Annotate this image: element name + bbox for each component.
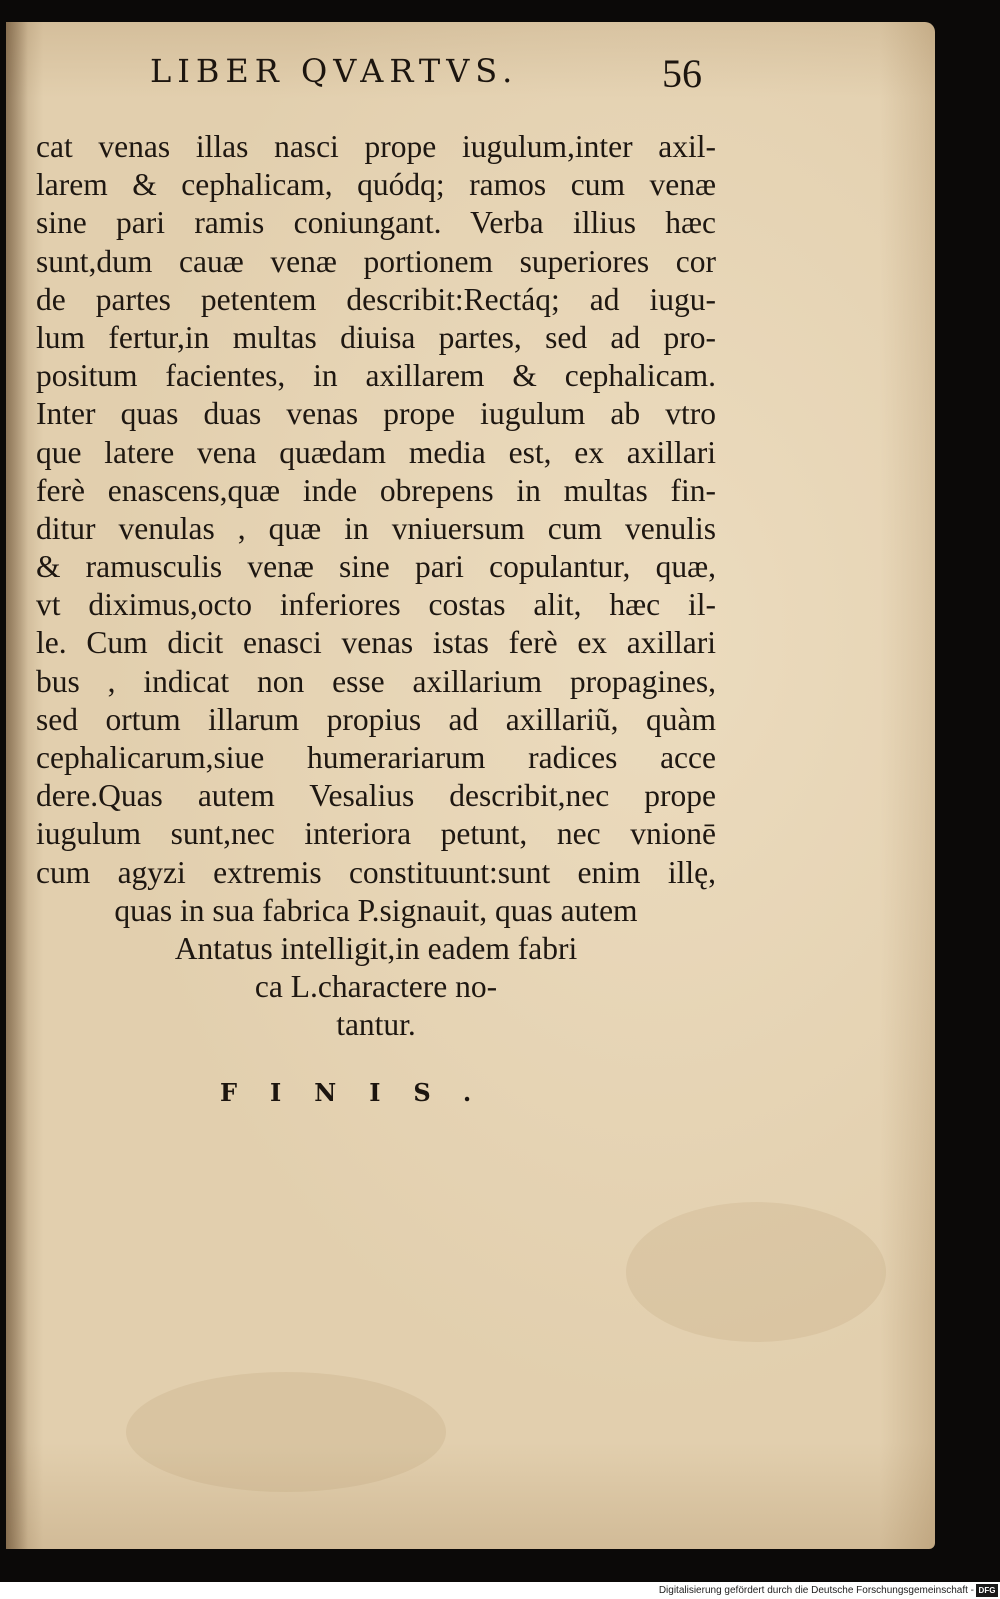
text-line: cephalicarum,siue humerariarum radices acce (36, 740, 716, 775)
page-number: 56 (662, 51, 702, 96)
text-line: ferè enascens,quæ inde obrepens in multas fin- (36, 472, 716, 508)
text-line: sed ortum illarum propius ad axillariũ, quàm (36, 701, 716, 737)
body-text (36, 128, 716, 1045)
text-line: sine pari ramis coniungant. Verba illius hæc (36, 205, 716, 241)
closing-line: tantur. (336, 1007, 416, 1043)
digitization-credit: Digitalisierung gefördert durch die Deutsche Forschungsgemeinschaft - (658, 1585, 974, 1596)
text-line: sunt,dum cauæ venæ portionem superiores cor (36, 243, 716, 279)
text-line: le. Cum dicit enasci venas istas ferè ex axillari (36, 625, 716, 661)
closing-line: ca L.charactere no- (254, 969, 498, 1005)
finis-mark: FINIS. (220, 1078, 505, 1107)
text-line: cum agyzi extremis constituunt:sunt enim illę, (36, 854, 716, 890)
text-line: dere.Quas autem Vesalius describit,nec prope (36, 778, 716, 814)
text-line: cat venas illas nasci prope iugulum,inter axil- (36, 129, 716, 164)
closing-line: quas in sua fabrica P.signauit, quas autem (114, 892, 638, 928)
paper-stain (126, 1372, 446, 1492)
closing-line: Antatus intelligit,in eadem fabri (174, 930, 578, 966)
text-line: Inter quas duas venas prope iugulum ab vtro (36, 396, 716, 432)
paper-stain (626, 1202, 886, 1342)
text-line: de partes petentem describit:Rectáq; ad iugu- (36, 281, 716, 317)
dfg-logo: DFG (976, 1584, 998, 1597)
text-line: vt diximus,octo inferiores costas alit, hæc il- (36, 587, 716, 623)
text-line: bus , indicat non esse axillarium propagines, (36, 663, 716, 699)
page-gutter-shadow (6, 22, 28, 1549)
running-head: LIBER QVARTVS. (150, 52, 519, 90)
text-line: positum facientes, in axillarem & cephalicam. (36, 358, 716, 394)
text-line: que latere vena quædam media est, ex axillari (36, 434, 716, 470)
text-line: iugulum sunt,nec interiora petunt, nec vnionē (36, 816, 716, 852)
text-line: & ramusculis venæ sine pari copulantur, quæ, (36, 549, 716, 585)
text-line: lum fertur,in multas diuisa partes, sed ad pro- (36, 319, 716, 355)
text-line: larem & cephalicam, quódq; ramos cum venæ (36, 167, 716, 203)
text-line: ditur venulas , quæ in vniuersum cum venulis (36, 510, 716, 546)
